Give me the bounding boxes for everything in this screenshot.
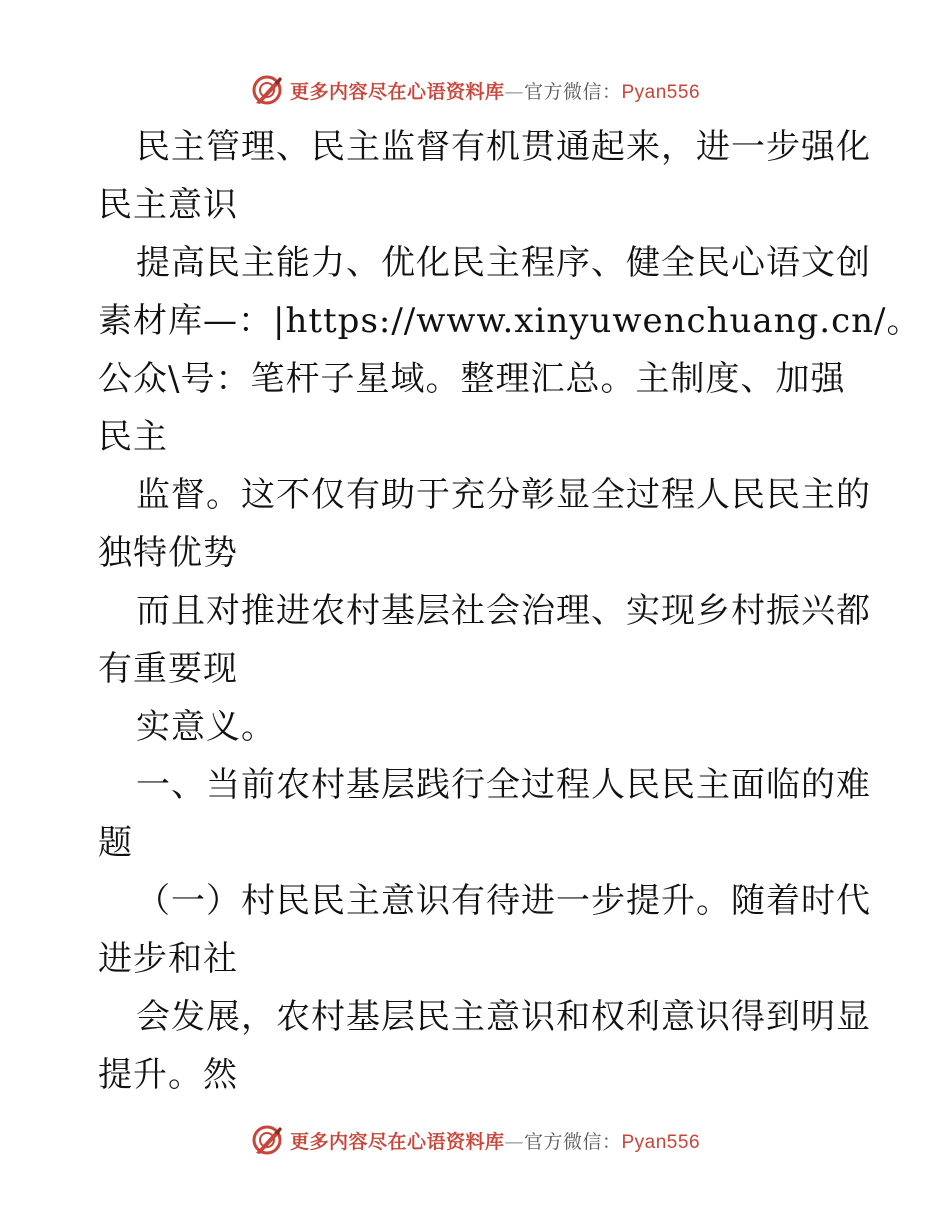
header-banner xyxy=(0,70,950,110)
text-line: （一）村民民主意识有待进一步提升。随着时代 xyxy=(136,881,871,921)
text-line: 民主意识 xyxy=(98,185,238,225)
text-line: 素材库—：|https://www.xinyuwenchuang.cn/。 xyxy=(98,301,922,341)
text-line: 公众\号：笔杆子星域。整理汇总。主制度、加强 xyxy=(98,359,846,399)
text-line: 民主 xyxy=(98,417,168,457)
paragraph xyxy=(98,118,871,234)
banner-wechat-label: 官方微信： xyxy=(523,80,622,103)
paragraph xyxy=(98,582,871,698)
banner-dash: — xyxy=(504,80,524,103)
pen-logo-icon xyxy=(250,73,284,107)
paragraph xyxy=(98,234,922,466)
banner-site-text: 更多内容尽在心语资料库 xyxy=(289,80,505,103)
banner-wechat-account: Pyan556 xyxy=(621,81,701,103)
paragraph xyxy=(98,466,871,582)
paragraph xyxy=(98,698,858,756)
text-line: 一、当前农村基层践行全过程人民民主面临的难 xyxy=(136,765,871,805)
text-line: 而且对推进农村基层社会治理、实现乡村振兴都 xyxy=(136,591,871,631)
banner-text xyxy=(290,77,700,104)
banner-text xyxy=(290,1127,700,1154)
text-line: 实意义。 xyxy=(136,707,276,747)
text-line: 独特优势 xyxy=(98,533,238,573)
banner-wechat-account: Pyan556 xyxy=(621,1131,701,1153)
text-line: 题 xyxy=(98,823,133,863)
section-heading xyxy=(98,756,871,872)
text-line: 提高民主能力、优化民主程序、健全民心语文创 xyxy=(136,243,871,283)
pen-logo-icon xyxy=(250,1123,284,1157)
footer-banner xyxy=(0,1120,950,1160)
paragraph xyxy=(98,872,871,988)
banner-site-text: 更多内容尽在心语资料库 xyxy=(289,1130,505,1153)
text-line: 民主管理、民主监督有机贯通起来，进一步强化 xyxy=(136,127,871,167)
text-line: 会发展，农村基层民主意识和权利意识得到明显 xyxy=(136,997,871,1037)
text-line: 进步和社 xyxy=(98,939,238,979)
banner-dash: — xyxy=(504,1130,524,1153)
text-line: 有重要现 xyxy=(98,649,238,689)
text-line: 监督。这不仅有助于充分彰显全过程人民民主的 xyxy=(136,475,871,515)
paragraph xyxy=(98,988,871,1104)
banner-wechat-label: 官方微信： xyxy=(523,1130,622,1153)
document-body xyxy=(98,118,922,1104)
text-line: 提升。然 xyxy=(98,1055,238,1095)
